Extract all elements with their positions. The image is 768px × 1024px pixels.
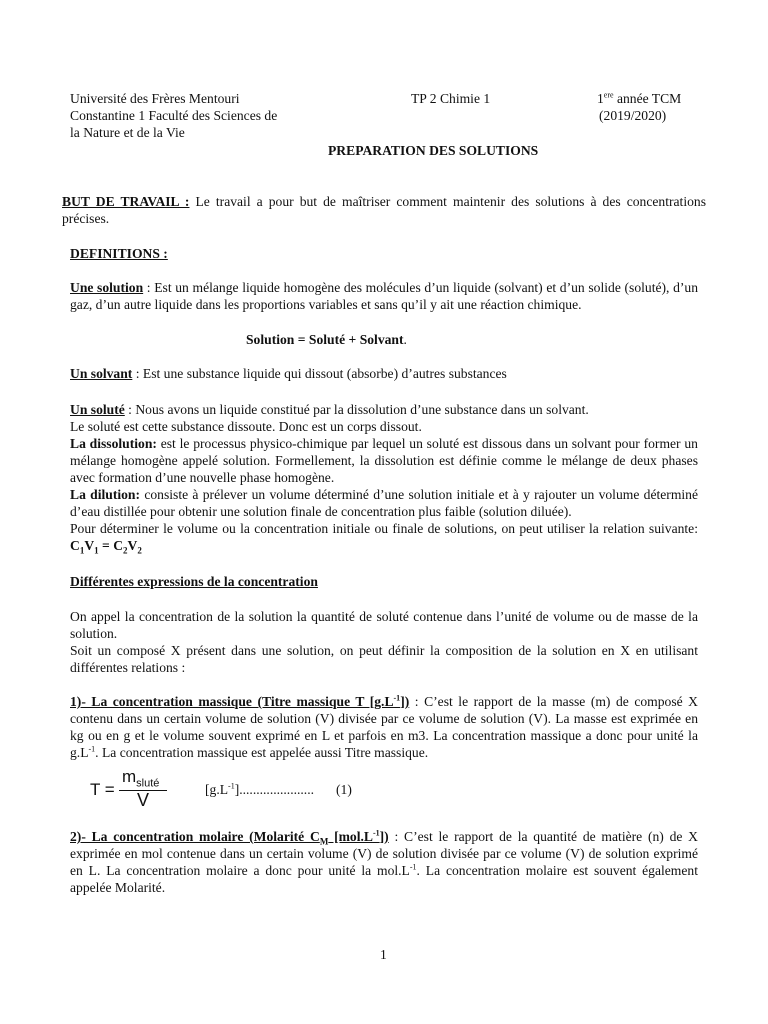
- header-course: TP 2 Chimie 1: [411, 91, 491, 106]
- solvant-term: Un solvant: [70, 366, 133, 381]
- formula-numerator: $m_{sluté}$: [122, 767, 160, 790]
- definitions-block: [70, 401, 698, 554]
- page-number: 1: [380, 947, 387, 962]
- expressions-intro: [70, 608, 698, 676]
- dissolution-definition: La dissolution: est le processus physico-chimique par lequel un soluté est dissous dans un solvant pour former un mélange homogène appelé solution. Formellement, la dissolution est définie comme le mélange de deux phases avec formation d’une nouvelle phase homogène.: [70, 436, 698, 485]
- expressions-heading: Différentes expressions de la concentration: [70, 574, 318, 589]
- dilution-definition: La dilution: consiste à prélever un volume déterminé d’une solution initiale et à y rajouter un volume déterminé d’eau distillée pour obtenir une solution finale de concentration plus faible (solution diluée).: [70, 487, 699, 519]
- intro-paragraph-2: Soit un composé X présent dans une solution, on peut définir la composition de la solution en X en utilisant différentes relations :: [70, 643, 698, 675]
- definitions-heading: DEFINITIONS :: [70, 246, 168, 261]
- header-institution: [70, 90, 330, 141]
- molaire-paragraph: 2)- La concentration molaire (Molarité $C_M$ $[mol.L^{-1}]$) : C’est le rapport de la quantité de matière (n) de X exprimée en mol contenue dans un certain volume (V) de solution divisée par ce volume (V) de solution exprimé en L. La concentration molaire a donc pour unité la $mol.L^{-1}$. La concentration molaire est souvent également appelée Molarité.: [70, 828, 698, 895]
- solute-term: Un soluté: [70, 402, 125, 417]
- massique-formula: [90, 767, 210, 814]
- relation-formula: $C_1V_1 = C_2V_2$: [70, 538, 142, 556]
- solute-line-2: Le soluté est cette substance dissoute. Donc est un corps dissout.: [70, 419, 422, 434]
- solvant-text: : Est une substance liquide qui dissout (absorbe) d’autres substances: [132, 366, 507, 381]
- institution-line-2: Constantine 1 Faculté des Sciences de: [70, 108, 278, 123]
- massique-heading: 1)- La concentration massique (Titre massique T $[g.L^{-1}]$): [70, 693, 410, 709]
- solution-definition: [70, 279, 698, 313]
- year-level: 1ere année TCM: [597, 90, 682, 106]
- formula-number: (1): [336, 782, 352, 797]
- formula-unit: $[g.L^{-1}]$......................: [205, 781, 314, 797]
- solute-definition: Un soluté : Nous avons un liquide constitué par la dissolution d’une substance dans un solvant.: [70, 402, 589, 417]
- header-year: [597, 90, 717, 124]
- but-text: Le travail a pour but de maîtriser comment maintenir des solutions à des concentrations précises.: [62, 194, 706, 226]
- but-label: BUT DE TRAVAIL :: [62, 194, 190, 209]
- institution-line-1: Université des Frères Mentouri: [70, 91, 240, 106]
- but-paragraph: [62, 193, 706, 227]
- dilution-term: La dilution:: [70, 487, 141, 502]
- molaire-heading: 2)- La concentration molaire (Molarité $C_M$ $[mol.L^{-1}]$): [70, 828, 389, 847]
- academic-year: (2019/2020): [599, 108, 667, 123]
- page-title: PREPARATION DES SOLUTIONS: [328, 143, 539, 158]
- solution-text: : Est un mélange liquide homogène des molécules d’un liquide (solvant) et d’un solide (soluté), d’un gaz, d’un autre liquide dans les proportions variables et sans qu’il y ait une réaction chimique.: [70, 280, 698, 312]
- relation-paragraph: Pour déterminer le volume ou la concentration initiale ou finale de solutions, on peut utiliser la relation suivante: $C_1V_1 = C_2V_2$: [70, 521, 698, 556]
- formula-lhs: T =: [90, 780, 115, 799]
- dissolution-term: La dissolution:: [70, 436, 157, 451]
- massique-paragraph: 1)- La concentration massique (Titre massique T $[g.L^{-1}]$) : C’est le rapport de la masse (m) de composé X contenu dans un certain volume de solution (V) divisée par ce volume de solution (V). La masse est exprimée en kg ou en g et le volume souvent exprimé en L et parfois en m3. La concentration massique a donc pour unité la $g.L^{-1}$. La concentration massique est appelée aussi Titre massique.: [70, 693, 698, 760]
- institution-line-3: la Nature et de la Vie: [70, 125, 185, 140]
- solution-equation: Solution = Soluté + Solvant.: [246, 332, 407, 347]
- intro-paragraph-1: On appel la concentration de la solution la quantité de soluté contenue dans l’unité de volume ou de masse de la solution.: [70, 609, 698, 641]
- solvant-definition: [70, 365, 698, 382]
- solution-term: Une solution: [70, 280, 144, 295]
- formula-denominator: V: [137, 790, 150, 810]
